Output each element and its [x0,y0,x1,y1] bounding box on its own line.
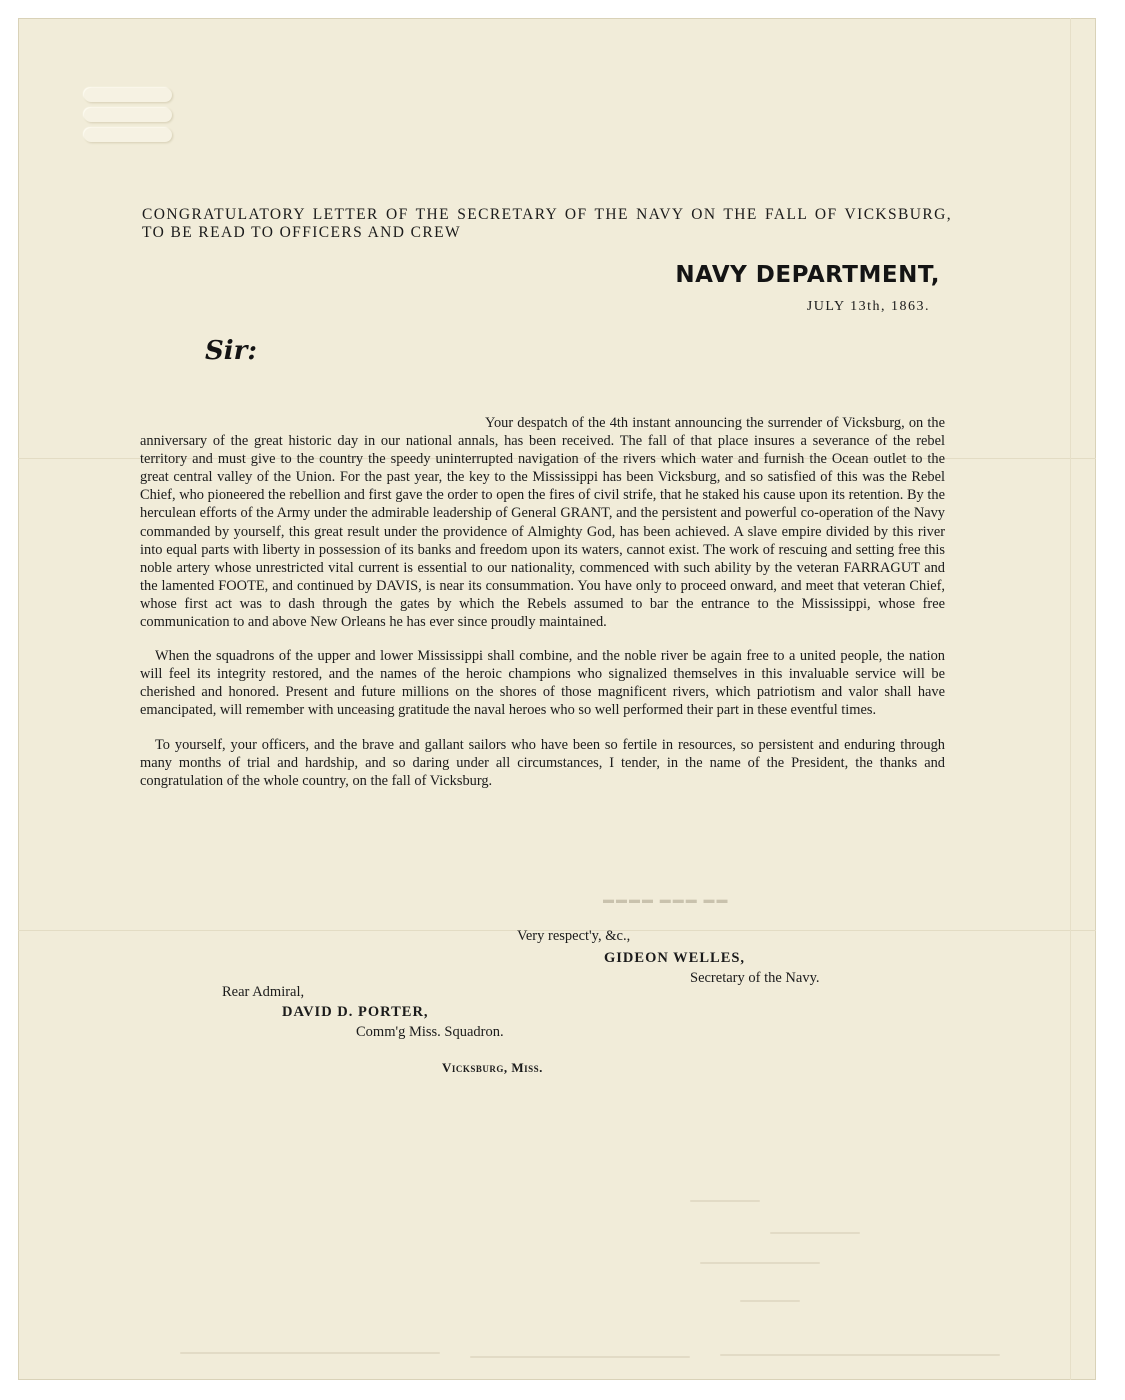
recipient-location: Vicksburg, Miss. [442,1060,543,1075]
signer-title: Secretary of the Navy. [690,970,820,986]
signer-name: GIDEON WELLES, [604,950,746,966]
letter-date: JULY 13th, 1863. [806,299,930,314]
body-paragraph-1: Your despatch of the 4th instant announcing the surrender of Vicksburg, on the anniversary of the great historic day in our national annals, has been received. The fall of that place insures a severance of the rebel territory and must give to the country the speedy uninterrupted navigation of the rivers which water and furnish the Ocean outlet to the great central valley of the Union. For the past year, the key to the Mississippi has been Vicksburg, and so satisfied of this was the Rebel Chief, who pioneered the rebellion and first gave the order to open the fires of civil strife, that he staked his cause upon its retention. By the herculean efforts of the Army under the admirable leadership of General GRANT, and the persistent and powerful co-operation of the Navy commanded by yourself, this great result under the providence of Almighty God, has been achieved. A slave empire divided by this river into equal parts with liberty in possession of its banks and freedom upon its waters, cannot exist. The work of rescuing and setting free this noble artery whose unrestricted vital current is essential to our nationality, commenced with such ability by the veteran FARRAGUT and the lamented FOOTE, and continued by DAVIS, is near its consummation. You have only to proceed onward, and meet that veteran Chief, whose first act was to dash through the gates by which the Rebels assumed to bar the entrance to the Mississippi, whose free communication to and above New Orleans he has ever since proudly maintained. [140,415,945,631]
letter-heading: CONGRATULATORY LETTER OF THE SECRETARY OF THE NAVY ON THE FALL OF VICKSBURG, TO BE READ TO OFFICERS AND CREW [142,206,952,241]
recipient-command: Comm'g Miss. Squadron. [356,1024,504,1040]
closing-line: Very respect'y, &c., [517,928,631,944]
recipient-name: DAVID D. PORTER, [282,1004,429,1020]
recipient-rank: Rear Admiral, [222,984,305,1000]
faint-bleed-through-text: ▬▬▬▬ ▬▬▬ ▬▬ [603,894,730,906]
fold-line-right [1070,18,1071,1380]
body-paragraph-2: When the squadrons of the upper and lower Mississippi shall combine, and the noble river be again free to a united people, the nation will feel its integrity restored, and the names of the heroic champions who signalized themselves in this invaluable service will be cherished and honored. Present and future millions on the shores of those magnificent rivers, which patriotism and valor shall have emancipated, will remember with unceasing gratitude the naval heroes who so well performed their part in these eventful times. [140,648,945,719]
embossed-seal-icon [80,80,176,150]
body-paragraph-3: To yourself, your officers, and the brave and gallant sailors who have been so fertile in resources, so persistent and enduring through many months of trial and hardship, and so daring under all circumstances, I tender, in the name of the President, the thanks and congratulation of the whole country, on the fall of Vicksburg. [140,736,945,789]
salutation: Sir: [205,336,257,366]
letter-body [140,414,945,790]
department-title: NAVY DEPARTMENT, [675,262,940,288]
